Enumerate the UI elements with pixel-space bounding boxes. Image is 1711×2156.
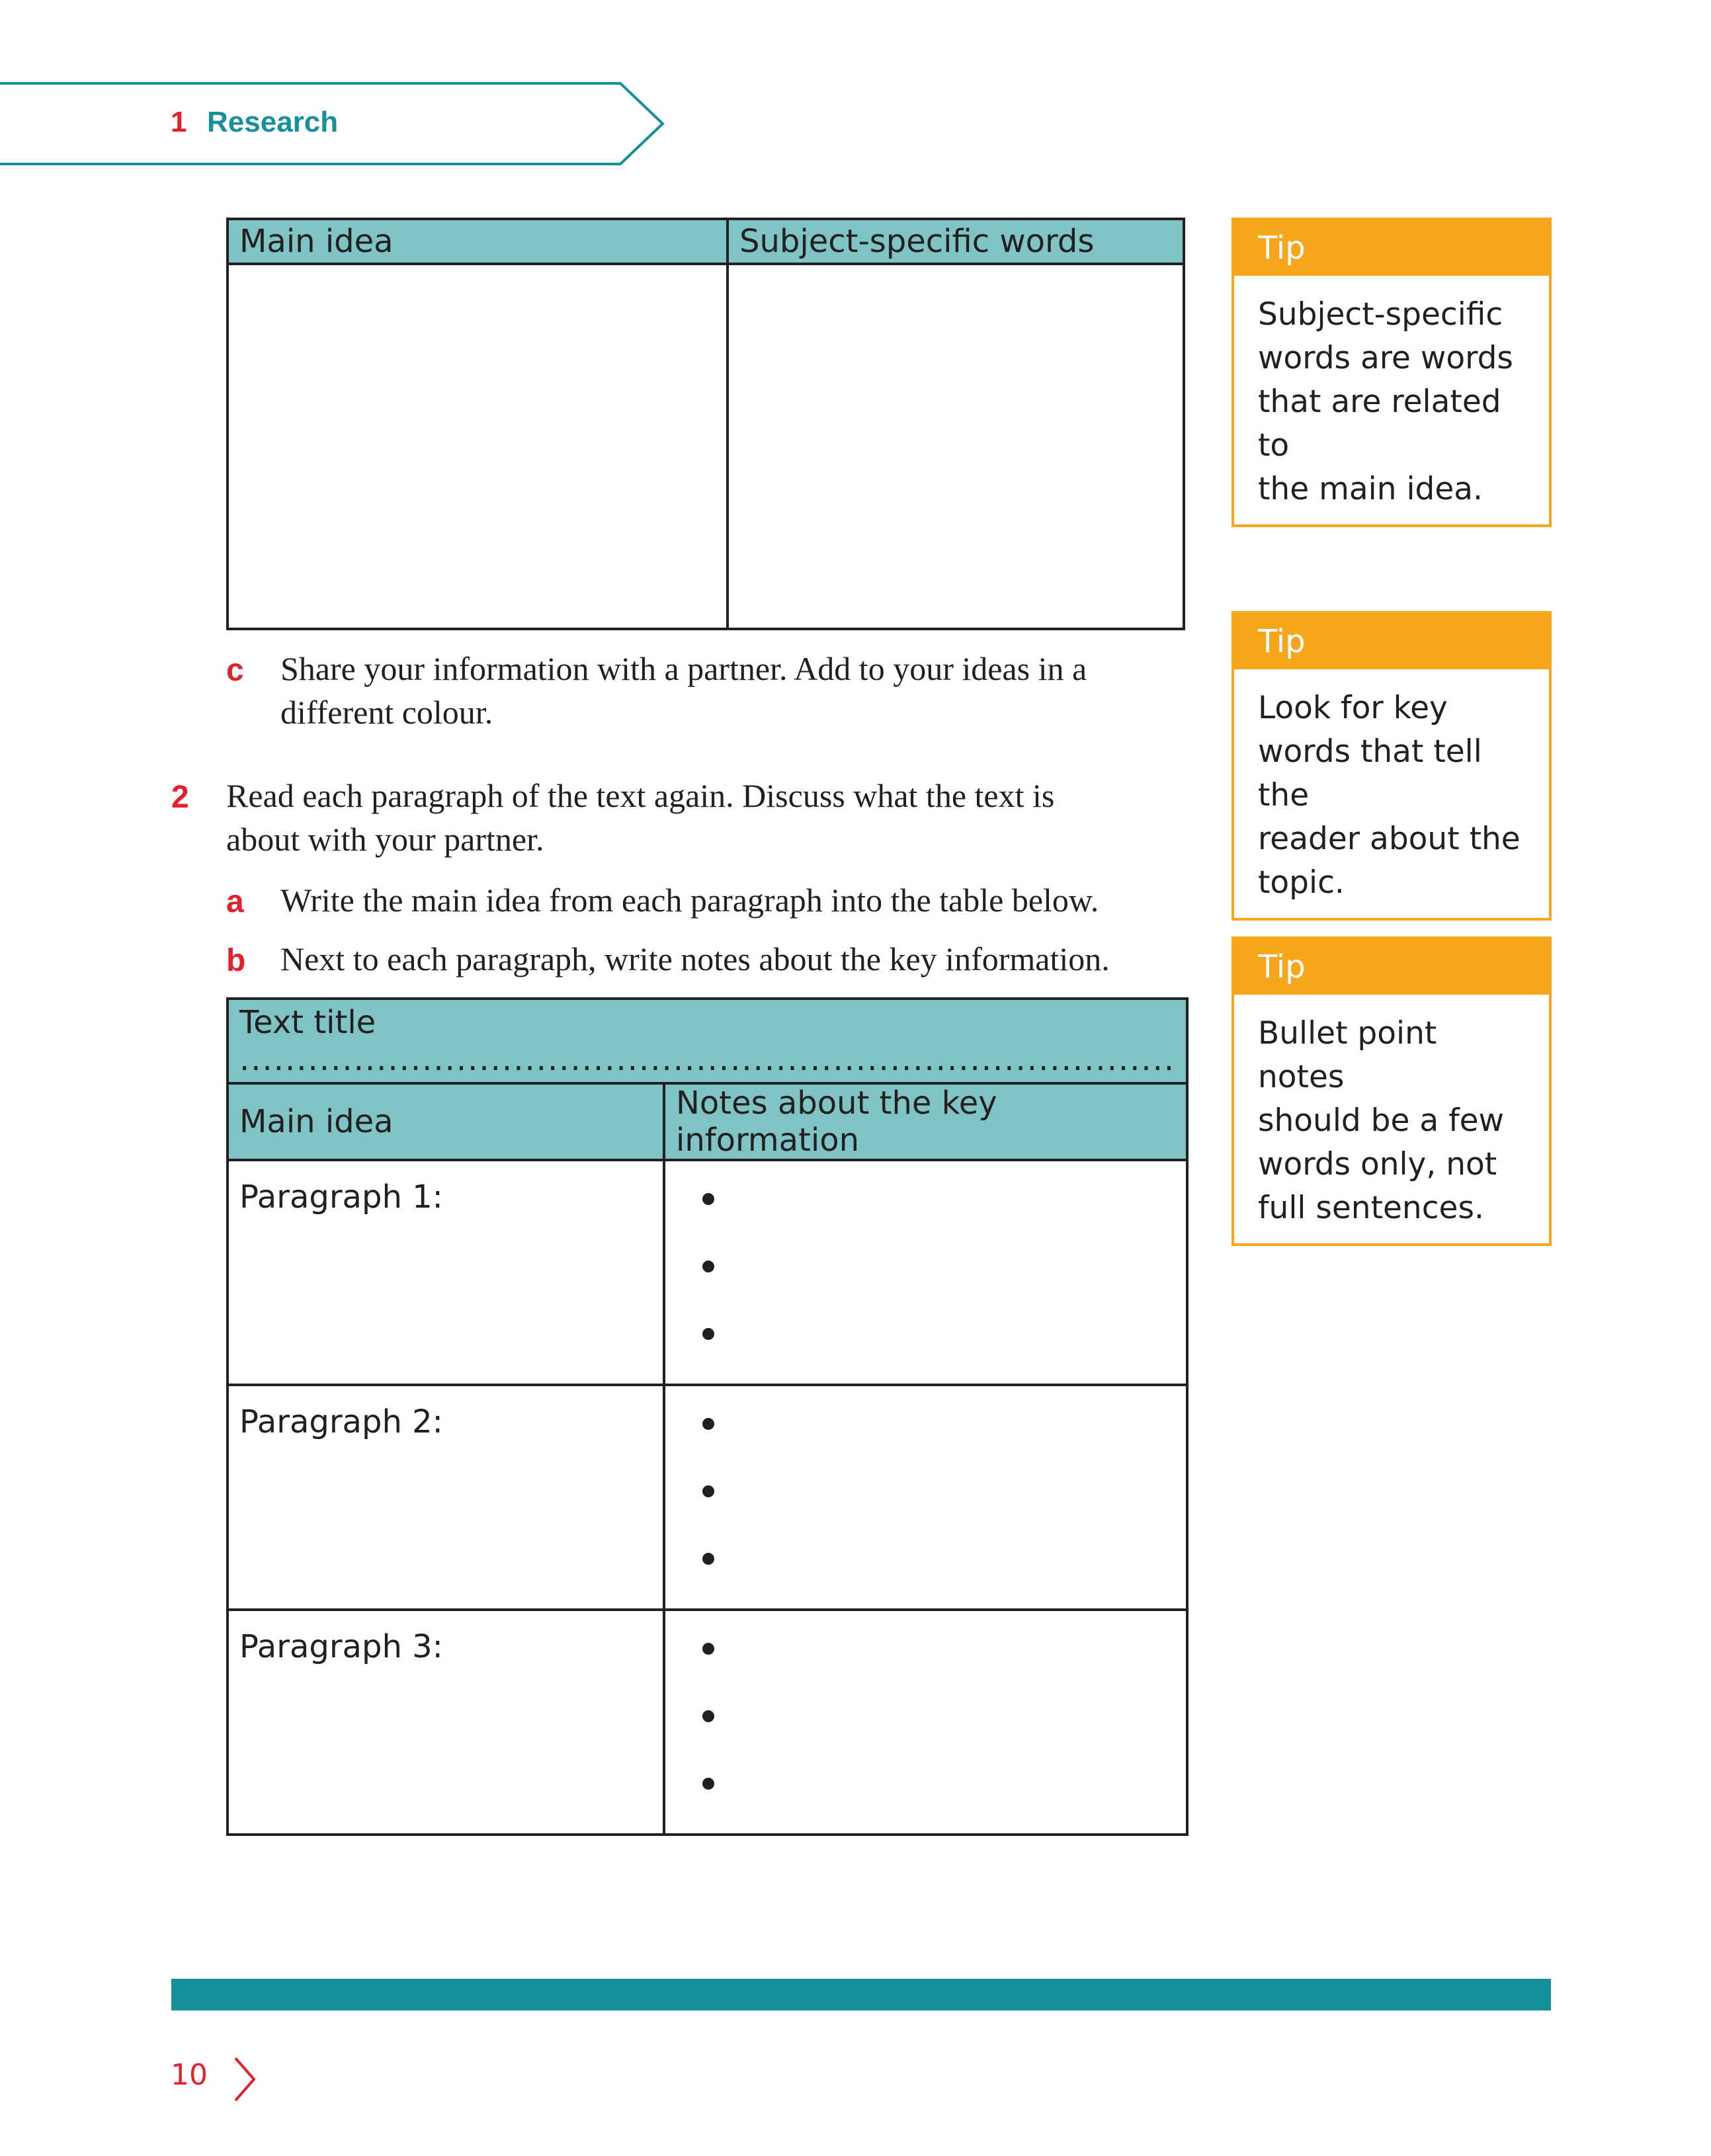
bullet-point[interactable] (702, 1471, 1175, 1538)
tip-line: Look for key (1258, 690, 1448, 726)
question-2-line-1: Read each paragraph of the text again. Discuss what the text is (226, 777, 1055, 814)
tip-line: that are related to (1258, 384, 1501, 464)
text-title-row[interactable] (228, 999, 1187, 1083)
bullet-point[interactable] (702, 1313, 1175, 1381)
item-b-marker: b (226, 943, 246, 978)
paragraph-2-bullet-list (676, 1403, 1175, 1606)
table1-header-main-idea: Main idea (228, 219, 728, 264)
key-information-table (226, 997, 1189, 1836)
paragraph-2-notes[interactable] (664, 1385, 1187, 1610)
tip-heading: Tip (1234, 614, 1549, 669)
text-title-dotted-line: .................................................................................. (239, 1041, 1176, 1078)
tip-heading: Tip (1234, 220, 1549, 276)
paragraph-1-cell[interactable] (228, 1160, 664, 1385)
tip-line: words only, not (1258, 1146, 1497, 1182)
paragraph-3-bullet-list (676, 1628, 1175, 1831)
tip-line: reader about the (1258, 821, 1521, 857)
table2-header-main-idea: Main idea (228, 1083, 664, 1160)
item-c-line-2: different colour. (280, 694, 493, 731)
tip-box-subject-words (1231, 218, 1552, 527)
tip-body (1234, 276, 1549, 524)
item-c-text (280, 647, 1206, 734)
chapter-title: Research (207, 106, 339, 138)
chapter-number: 1 (171, 106, 187, 138)
tip-box-bullet-notes (1231, 936, 1552, 1246)
item-b-text: Next to each paragraph, write notes about the key information. (280, 940, 1110, 977)
paragraph-3-label: Paragraph 3: (239, 1628, 443, 1665)
paragraph-3-cell[interactable] (228, 1610, 664, 1835)
tip-line: full sentences. (1258, 1190, 1484, 1226)
tip-line: Bullet point notes (1258, 1015, 1437, 1095)
bullet-point[interactable] (702, 1246, 1175, 1313)
bullet-point[interactable] (702, 1696, 1175, 1763)
table1-header-subject-words: Subject-specific words (728, 219, 1184, 264)
paragraph-1-notes[interactable] (664, 1160, 1187, 1385)
item-c-marker: c (226, 653, 244, 688)
paragraph-2-label: Paragraph 2: (239, 1403, 443, 1440)
item-c-line-1: Share your information with a partner. Add to your ideas in a (280, 650, 1087, 687)
tip-heading: Tip (1234, 939, 1549, 995)
tip-line: Subject-specific (1258, 296, 1503, 333)
bullet-point[interactable] (702, 1763, 1175, 1831)
tip-line: words are words (1258, 340, 1513, 376)
question-2-number: 2 (171, 780, 189, 815)
footer-bar (171, 1979, 1551, 2011)
question-2-line-2: about with your partner. (226, 821, 544, 858)
bullet-point[interactable] (702, 1538, 1175, 1606)
bullet-point[interactable] (702, 1179, 1175, 1246)
tip-body (1234, 995, 1549, 1243)
table1-main-idea-cell[interactable] (228, 264, 728, 629)
bullet-point[interactable] (702, 1628, 1175, 1696)
item-a-text: Write the main idea from each paragraph into the table below. (280, 882, 1099, 919)
paragraph-1-bullet-list (676, 1179, 1175, 1381)
question-2-text (226, 774, 1192, 861)
table2-header-notes: Notes about the key information (664, 1083, 1187, 1160)
tip-line: topic. (1258, 864, 1345, 901)
paragraph-1-label: Paragraph 1: (239, 1179, 443, 1216)
chevron-right-icon (231, 2055, 258, 2103)
tip-body (1234, 669, 1549, 918)
text-title-label: Text title (239, 1004, 376, 1041)
tip-line: words that tell the (1258, 733, 1482, 813)
tip-box-key-words (1231, 611, 1552, 921)
page-number: 10 (171, 2058, 208, 2092)
tip-line: should be a few (1258, 1102, 1504, 1139)
bullet-point[interactable] (702, 1403, 1175, 1471)
paragraph-3-notes[interactable] (664, 1610, 1187, 1835)
main-idea-words-table (226, 218, 1185, 630)
item-a-marker: a (226, 884, 244, 919)
table1-subject-words-cell[interactable] (728, 264, 1184, 629)
paragraph-2-cell[interactable] (228, 1385, 664, 1610)
tip-line: the main idea. (1258, 471, 1483, 507)
